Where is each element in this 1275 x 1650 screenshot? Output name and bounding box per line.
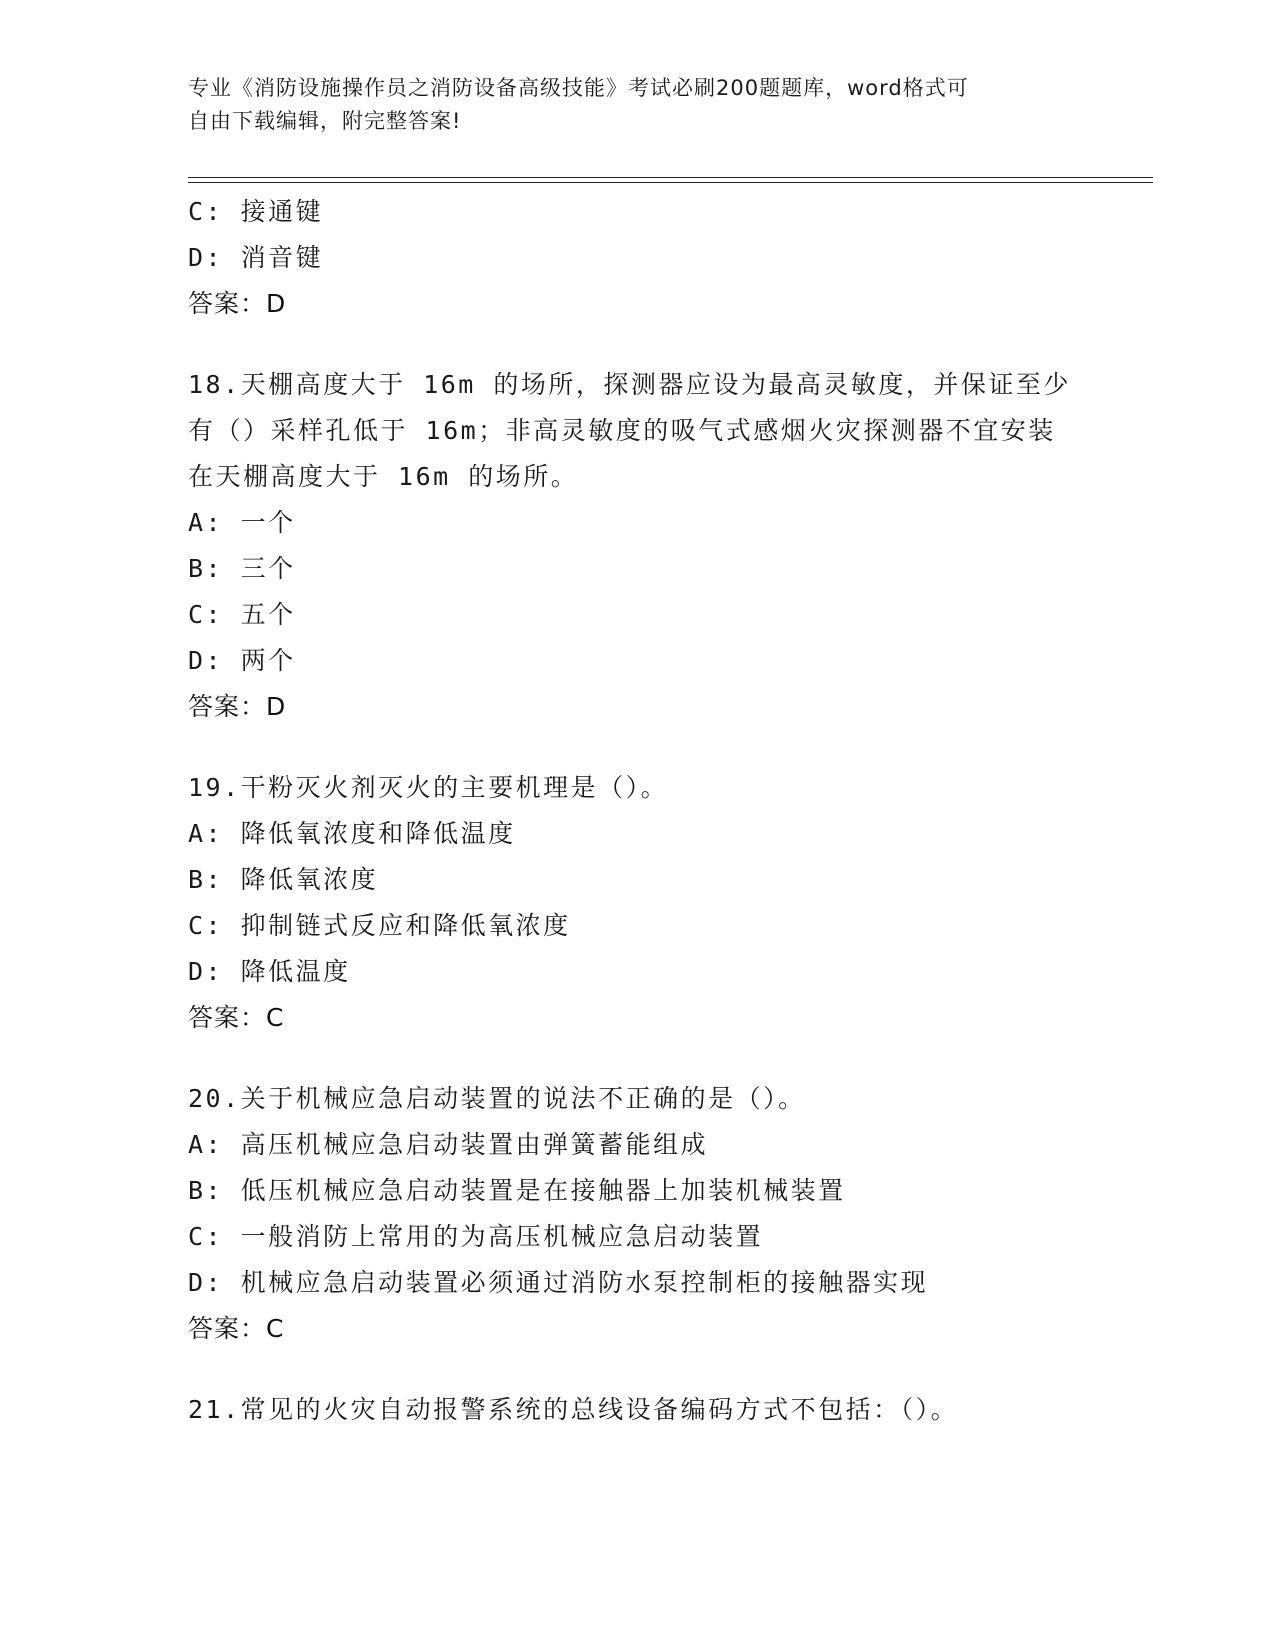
question-stem-line: 20.关于机械应急启动装置的说法不正确的是（）。 [188, 1084, 806, 1113]
header-line-2: 自由下载编辑，附完整答案! [188, 109, 462, 133]
header-divider-bottom [188, 182, 1153, 183]
option-c: C: 抑制链式反应和降低氧浓度 [188, 911, 571, 940]
option-c: C: 五个 [188, 600, 296, 629]
answer: 答案：D [188, 692, 287, 721]
option-a: A: 高压机械应急启动装置由弹簧蓄能组成 [188, 1130, 709, 1159]
document-header [188, 72, 1088, 138]
option-d: D: 降低温度 [188, 957, 351, 986]
option-d: D: 两个 [188, 646, 296, 675]
option-b: B: 降低氧浓度 [188, 865, 379, 894]
question-stem-line: 19.干粉灭火剂灭火的主要机理是（）。 [188, 773, 669, 802]
option-d: D: 消音键 [188, 243, 324, 272]
option-d: D: 机械应急启动装置必须通过消防水泵控制柜的接触器实现 [188, 1268, 929, 1297]
question-stem-line: 18.天棚高度大于 16m 的场所，探测器应设为最高灵敏度，并保证至少 [188, 370, 1071, 399]
question-19 [188, 765, 1148, 1041]
answer: 答案：C [188, 1003, 285, 1032]
option-c: C: 一般消防上常用的为高压机械应急启动装置 [188, 1222, 764, 1251]
question-stem-line: 在天棚高度大于 16m 的场所。 [188, 462, 579, 491]
option-b: B: 三个 [188, 554, 296, 583]
question-21 [188, 1387, 1148, 1433]
question-stem-line: 21.常见的火灾自动报警系统的总线设备编码方式不包括：（）。 [188, 1395, 959, 1424]
question-20 [188, 1076, 1148, 1352]
answer: 答案：C [188, 1314, 285, 1343]
header-line-1: 专业《消防设施操作员之消防设备高级技能》考试必刷200题题库，word格式可 [188, 76, 969, 100]
option-a: A: 一个 [188, 508, 296, 537]
question-18 [188, 362, 1148, 730]
option-c: C: 接通键 [188, 197, 324, 226]
option-a: A: 降低氧浓度和降低温度 [188, 819, 516, 848]
answer: 答案：D [188, 289, 287, 318]
option-b: B: 低压机械应急启动装置是在接触器上加装机械装置 [188, 1176, 846, 1205]
question-17-tail [188, 189, 1148, 327]
question-stem-line: 有（）采样孔低于 16m；非高灵敏度的吸气式感烟火灾探测器不宜安装 [188, 416, 1056, 445]
question-content [188, 189, 1148, 1433]
header-divider-top [188, 177, 1153, 178]
